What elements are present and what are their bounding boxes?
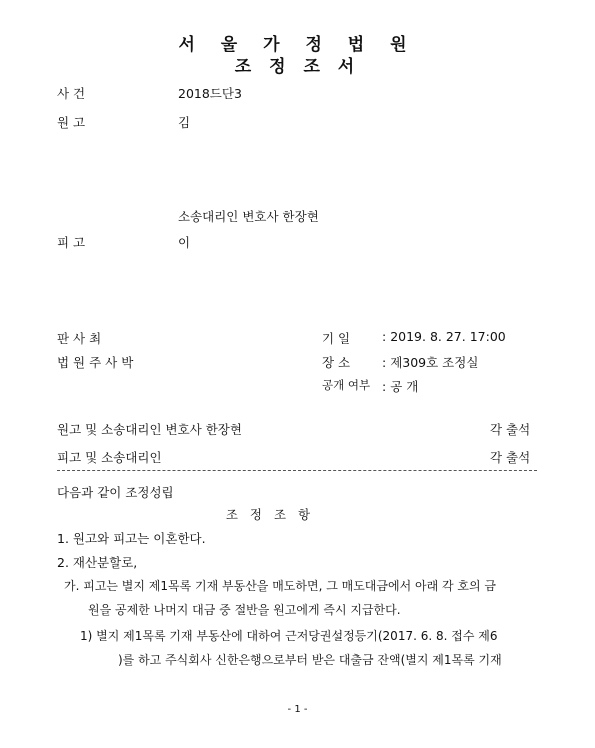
case-label-text: 사 건	[57, 86, 86, 101]
clause-1: 1. 원고와 피고는 이혼한다.	[57, 531, 206, 546]
document-title: 조 정 조 서	[234, 57, 361, 77]
clause-2a-line1: 가. 피고는 별지 제1목록 기재 부동산을 매도하면, 그 매도대금에서 아래 각 호의 금	[64, 579, 496, 593]
place-value: : 제309호 조정실	[382, 355, 479, 370]
attendance-plaintiff: 원고 및 소송대리인 변호사 한장현	[57, 422, 242, 437]
court-name: 서 울 가 정 법 원	[178, 35, 417, 55]
defendant-label: 피 고	[57, 235, 86, 250]
date-value: : 2019. 8. 27. 17:00	[382, 329, 506, 344]
date-label: 기 일	[322, 331, 351, 346]
plaintiff-label: 원 고	[57, 115, 86, 130]
attendance-defendant-status: 각 출석	[490, 450, 531, 465]
case-label	[57, 84, 127, 102]
clause-2: 2. 재산분할로,	[57, 555, 138, 570]
intro-text: 다음과 같이 조정성립	[57, 485, 174, 500]
court-officer: 법 원 주 사 박	[57, 355, 134, 370]
clause-2a-line2: 원을 공제한 나머지 대금 중 절반을 원고에게 즉시 지급한다.	[88, 603, 401, 617]
clause-2a-1-line2: )를 하고 주식회사 신한은행으로부터 받은 대출금 잔액(별지 제1목록 기재	[118, 653, 502, 667]
divider	[57, 470, 537, 471]
plaintiff-agent: 소송대리인 변호사 한장현	[178, 209, 319, 224]
place-value-text: 제309호 조정실	[390, 355, 479, 370]
clause-2a-1-line1: 1) 별지 제1목록 기재 부동산에 대하여 근저당권설정등기(2017. 6. 8. 접수 제6	[80, 629, 498, 643]
page-number: - 1 -	[287, 704, 308, 715]
date-value-text: 2019. 8. 27. 17:00	[390, 329, 506, 344]
section-title: 조 정 조 항	[225, 507, 315, 522]
plaintiff-name: 김	[178, 115, 191, 130]
defendant-name: 이	[178, 235, 191, 250]
attendance-defendant: 피고 및 소송대리인	[57, 450, 162, 465]
public-value: : 공 개	[382, 379, 419, 394]
public-value-text: 공 개	[390, 379, 419, 394]
judge: 판 사 최	[57, 331, 102, 346]
place-label: 장 소	[322, 355, 351, 370]
case-number: 2018드단3	[178, 86, 242, 101]
public-label: 공개 여부	[322, 378, 371, 392]
attendance-plaintiff-status: 각 출석	[490, 422, 531, 437]
